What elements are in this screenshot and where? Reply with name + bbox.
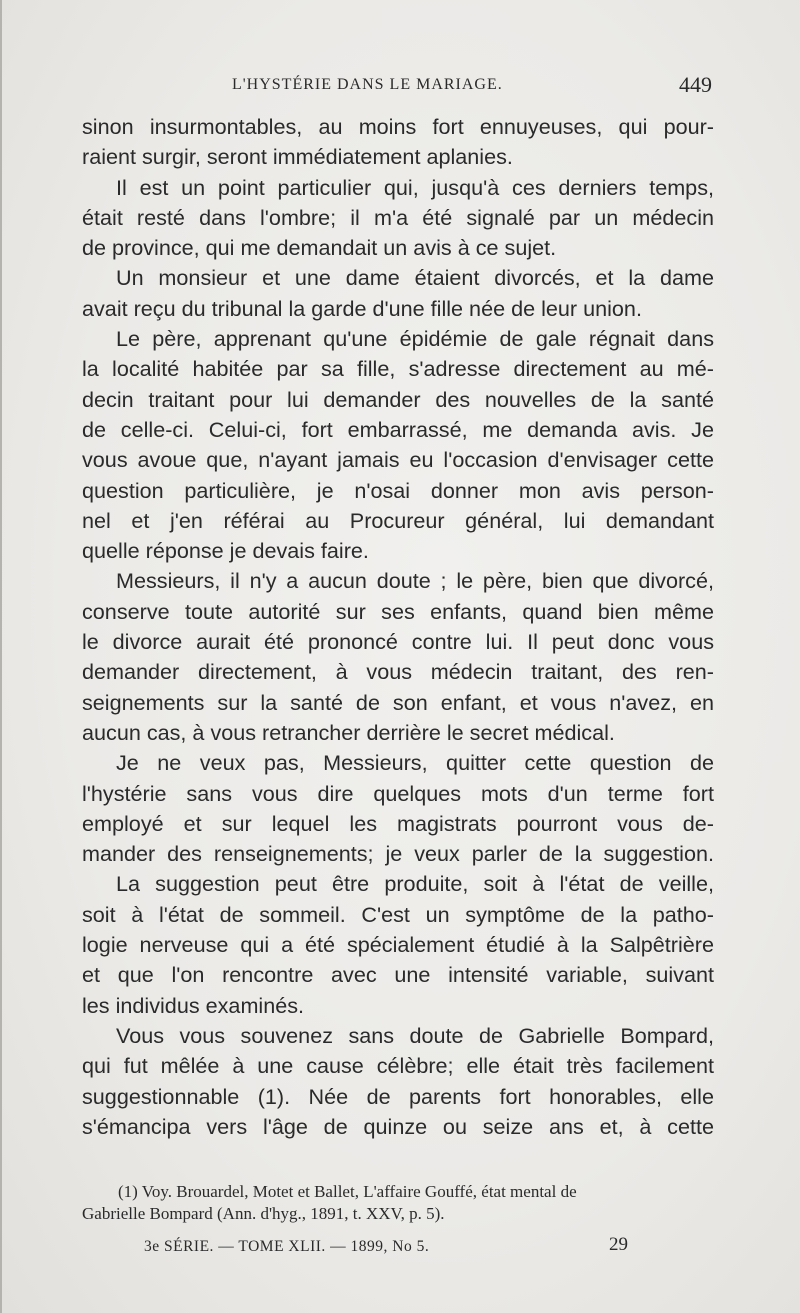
- text-line: les individus examinés.: [82, 992, 305, 1018]
- footnote-line: Gabrielle Bompard (Ann. d'hyg., 1891, t. XXV, p. 5).: [82, 1204, 445, 1223]
- text-line: conserve toute autorité sur ses enfants, quand bien même: [82, 598, 714, 624]
- footnote: [82, 1181, 714, 1225]
- text-line: Je ne veux pas, Messieurs, quitter cette question de: [116, 750, 714, 776]
- text-line: demander directement, à vous médecin traitant, des ren-: [82, 659, 714, 685]
- text-line: de celle-ci. Celui-ci, fort embarrassé, me demanda avis. Je: [82, 416, 714, 442]
- text-line: Un monsieur et une dame étaient divorcés, et la dame: [116, 265, 714, 291]
- text-line: decin traitant pour lui demander des nouvelles de la santé: [82, 386, 714, 412]
- text-line: Il est un point particulier qui, jusqu'à ces derniers temps,: [116, 174, 714, 200]
- page-number: 449: [679, 72, 712, 97]
- text-line: était resté dans l'ombre; il m'a été signalé par un médecin: [82, 204, 714, 230]
- text-line: la localité habitée par sa fille, s'adresse directement au mé-: [82, 356, 714, 382]
- text-line: s'émancipa vers l'âge de quinze ou seize ans et, à cette: [82, 1113, 714, 1139]
- text-line: quelle réponse je devais faire.: [82, 538, 369, 564]
- text-line: l'hystérie sans vous dire quelques mots d'un terme fort: [82, 780, 714, 806]
- text-line: suggestionnable (1). Née de parents fort honorables, elle: [82, 1083, 714, 1109]
- text-line: question particulière, je n'osai donner mon avis person-: [82, 477, 714, 503]
- text-line: qui fut mêlée à une cause célèbre; elle était très facilement: [82, 1053, 714, 1079]
- text-line: vous avoue que, n'ayant jamais eu l'occasion d'envisager cette: [82, 447, 714, 473]
- text-line: aucun cas, à vous retrancher derrière le secret médical.: [82, 719, 615, 745]
- text-line: raient surgir, seront immédiatement aplanies.: [82, 144, 513, 170]
- text-line: Messieurs, il n'y a aucun doute ; le père, bien que divorcé,: [116, 568, 714, 594]
- text-line: soit à l'état de sommeil. C'est un symptôme de la patho-: [82, 901, 714, 927]
- text-line: sinon insurmontables, au moins fort ennuyeuses, qui pour-: [82, 114, 714, 139]
- text-line: logie nerveuse qui a été spécialement étudié à la Salpêtrière: [82, 932, 714, 958]
- text-line: Le père, apprenant qu'une épidémie de gale régnait dans: [116, 326, 714, 352]
- sheet-number: 29: [609, 1234, 628, 1255]
- text-line: et que l'on rencontre avec une intensité variable, suivant: [82, 962, 714, 988]
- page-header: [82, 72, 714, 102]
- body-text: [82, 112, 714, 1142]
- page-edge: [0, 0, 2, 1313]
- text-line: avait reçu du tribunal la garde d'une fille née de leur union.: [82, 295, 642, 321]
- text-line: Vous vous souvenez sans doute de Gabrielle Bompard,: [116, 1022, 714, 1048]
- text-line: employé et sur lequel les magistrats pourront vous de-: [82, 810, 714, 836]
- text-line: de province, qui me demandait un avis à ce sujet.: [82, 235, 557, 261]
- text-line: mander des renseignements; je veux parler de la suggestion.: [82, 841, 714, 867]
- running-head: L'HYSTÉRIE DANS LE MARIAGE.: [232, 76, 503, 93]
- footnote-line: (1) Voy. Brouardel, Motet et Ballet, L'affaire Gouffé, état mental de: [118, 1182, 577, 1201]
- signature-mark: 3e SÉRIE. — TOME XLII. — 1899, No 5.: [144, 1238, 430, 1255]
- text-line: seignements sur la santé de son enfant, et vous n'avez, en: [82, 689, 714, 715]
- text-line: nel et j'en référai au Procureur général, lui demandant: [82, 507, 714, 533]
- page-footer: [82, 1234, 714, 1262]
- text-line: le divorce aurait été prononcé contre lui. Il peut donc vous: [82, 629, 714, 655]
- text-line: La suggestion peut être produite, soit à l'état de veille,: [116, 871, 714, 897]
